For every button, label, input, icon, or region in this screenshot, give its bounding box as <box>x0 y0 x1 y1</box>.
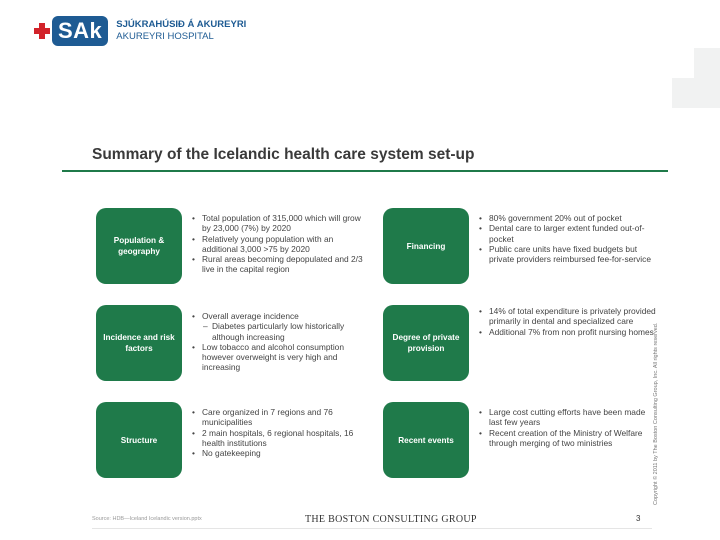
bullet-item: • 80% government 20% out of pocket <box>477 213 657 223</box>
title-divider <box>62 170 668 172</box>
corner-decoration <box>672 78 720 108</box>
bullet-item: • 2 main hospitals, 6 regional hospitals, 16 health institutions <box>190 428 370 449</box>
bullet-item: • Overall average incidence <box>190 311 370 321</box>
logo-mark: SAk <box>52 16 108 46</box>
copyright-notice: Copyright © 2011 by The Boston Consulting Group, Inc. All rights reserved. <box>653 322 659 505</box>
section-box-financing: Financing <box>383 208 469 284</box>
section-box-population: Population & geography <box>96 208 182 284</box>
bullet-item: • Recent creation of the Ministry of Welfare through merging of two ministries <box>477 428 657 449</box>
bullet-item: • No gatekeeping <box>190 448 370 458</box>
section-box-recent-events: Recent events <box>383 402 469 478</box>
red-cross-icon <box>34 23 50 39</box>
section-bullets-private-provision <box>477 306 657 337</box>
bullet-item: • Relatively young population with an additional 3,000 >75 by 2020 <box>190 234 370 255</box>
logo-line-1: SJÚKRAHÚSIÐ Á AKUREYRI <box>116 19 247 30</box>
logo-text <box>116 19 246 43</box>
hospital-logo <box>34 14 246 48</box>
section-box-private-provision: Degree of private provision <box>383 305 469 381</box>
section-box-structure: Structure <box>96 402 182 478</box>
bullet-item: • 14% of total expenditure is privately provided primarily in dental and specialized care <box>477 306 657 327</box>
section-bullets-financing <box>477 213 657 264</box>
bullet-item: • Care organized in 7 regions and 76 municipalities <box>190 407 370 428</box>
sub-bullet-item: – Diabetes particularly low historically although increasing <box>190 321 370 342</box>
section-bullets-population <box>190 213 370 275</box>
footer-source: Source: HDB—Iceland Icelandic version.pptx <box>92 516 202 522</box>
bullet-item: • Dental care to larger extent funded out-of-pocket <box>477 223 657 244</box>
bullet-item: • Rural areas becoming depopulated and 2/3 live in the capital region <box>190 254 370 275</box>
footer-divider <box>92 528 652 529</box>
bullet-item: • Low tobacco and alcohol consumption however overweight is very high and increasing <box>190 342 370 373</box>
section-box-incidence: Incidence and risk factors <box>96 305 182 381</box>
slide-title: Summary of the Icelandic health care system set-up <box>92 146 475 163</box>
bullet-item: • Public care units have fixed budgets but private providers reimbursed fee-for-service <box>477 244 657 265</box>
bullet-item: • Total population of 315,000 which will grow by 23,000 (7%) by 2020 <box>190 213 370 234</box>
page-number: 3 <box>636 514 641 523</box>
section-bullets-recent-events <box>477 407 657 448</box>
section-bullets-structure <box>190 407 370 458</box>
logo-line-2: AKUREYRI HOSPITAL <box>116 31 214 42</box>
footer-brand: THE BOSTON CONSULTING GROUP <box>305 514 477 525</box>
section-bullets-incidence <box>190 311 370 373</box>
bullet-item: • Large cost cutting efforts have been made last few years <box>477 407 657 428</box>
bullet-item: • Additional 7% from non profit nursing homes <box>477 327 657 337</box>
